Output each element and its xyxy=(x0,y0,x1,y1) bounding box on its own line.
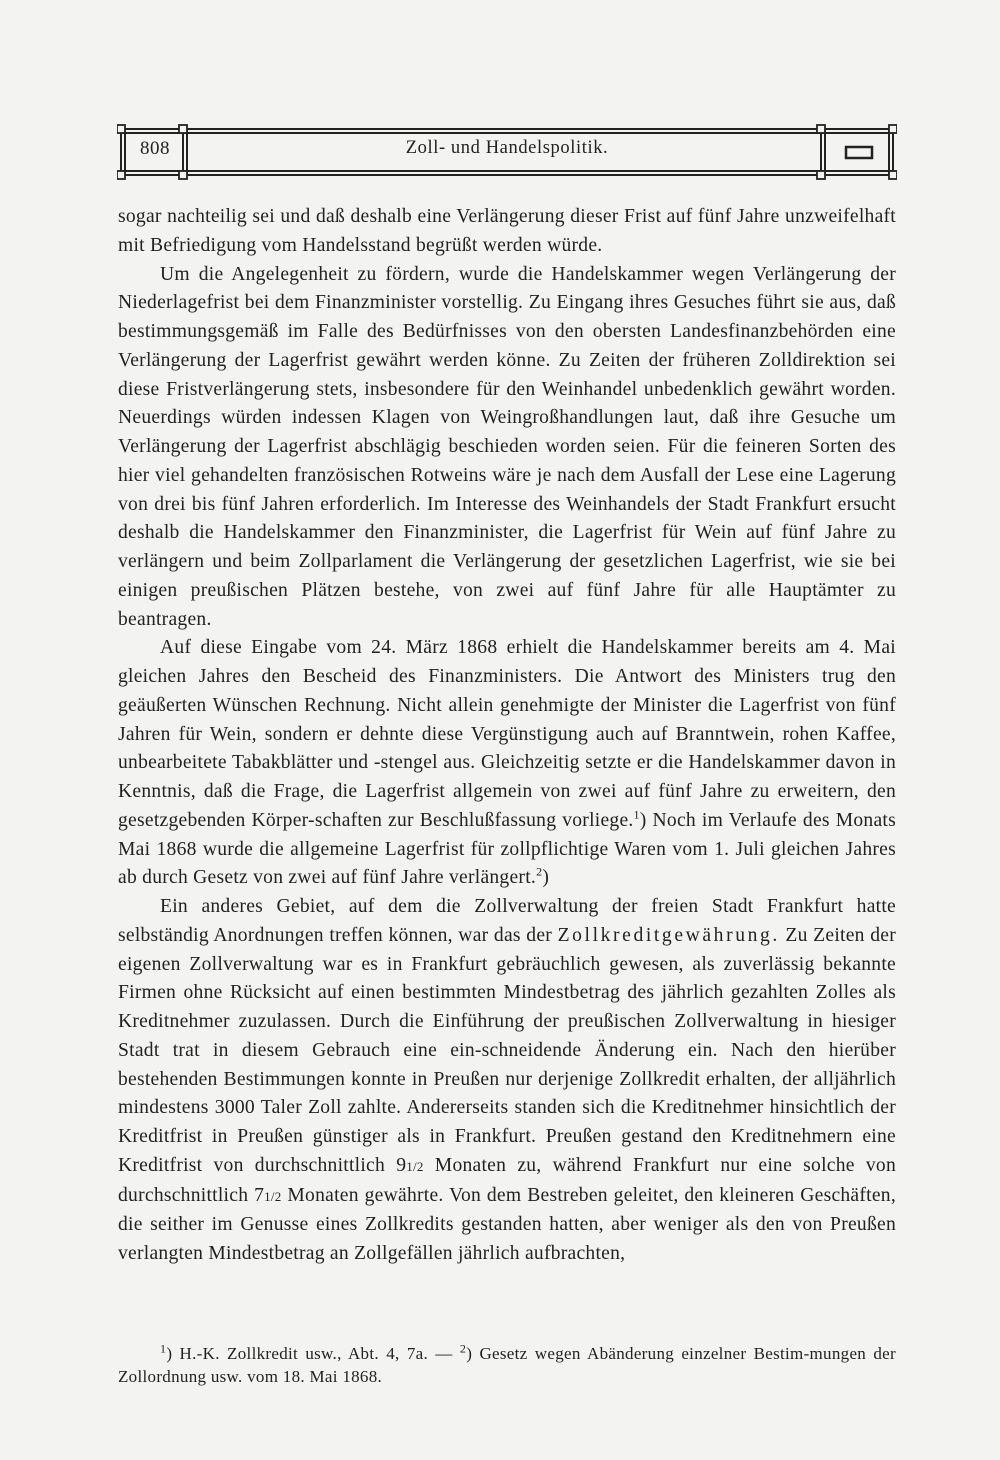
footnote-mark-1: 1 xyxy=(160,1341,167,1356)
emblem-icon xyxy=(846,147,872,158)
footnote-ref-1: 1 xyxy=(633,807,640,822)
body-text xyxy=(118,203,896,1269)
running-title: Zoll- und Handelspolitik. xyxy=(405,138,609,158)
footnote-mark-2: 2 xyxy=(459,1341,467,1356)
fraction: 1/2 xyxy=(264,1188,282,1204)
footnotes xyxy=(118,1342,896,1388)
emphasized-term: Zollkreditgewährung. xyxy=(557,924,780,946)
fraction: 1/2 xyxy=(406,1158,424,1174)
paragraph-4: Ein anderes Gebiet, auf dem die Zollverwaltung der freien Stadt Frankfurt hatte selbständig Anordnungen treffen können, war das der Zollkreditgewährung. Zu Zeiten der eigenen Zollverwaltung war es in Frankfurt gebräuchlich gewesen, als zuverlässig bekannte Firmen ohne Rücksicht auf einen bestimmten Mindestbetrag des jährlich gezahlten Zolles als Kreditnehmer zuzulassen. Durch die Einführung der preußischen Zollverwaltung in hiesiger Stadt trat in diesem Gebrauch eine ein-schneidende Änderung ein. Nach den hierüber bestehenden Bestimmungen konnte in Preußen nur derjenige Zollkredit erhalten, der alljährlich mindestens 3000 Taler Zoll zahlte. Andererseits standen sich die Kreditnehmer hinsichtlich der Kreditfrist in Preußen günstiger als in Frankfurt. Preußen gestand den Kreditnehmern eine Kreditfrist von durchschnittlich 91/2 Monaten zu, während Frankfurt nur eine solche von durchschnittlich 71/2 Monaten gewährte. Von dem Bestreben geleitet, den kleineren Geschäften, die seither im Genusse eines Zollkredits gestanden hatten, aber weniger als den von Preußen verlangten Mindestbetrag an Zollgefällen jährlich aufbrachten, xyxy=(118,896,897,1264)
paragraph-1: sogar nachteilig sei und daß deshalb eine Verlängerung dieser Frist auf fünf Jahre unzweifelhaft mit Befriedigung vom Handelsstand begrüßt werden würde. xyxy=(118,206,896,256)
footnote-1: ) H.-K. Zollkredit usw., Abt. 4, 7a. — xyxy=(166,1344,460,1363)
footnote-line xyxy=(118,1342,896,1388)
footnote-2: ) Gesetz wegen Abänderung einzelner Bestim-mungen der Zollordnung usw. vom 18. Mai 1868. xyxy=(118,1344,896,1386)
running-header xyxy=(117,123,897,181)
paragraph-3: Auf diese Eingabe vom 24. März 1868 erhielt die Handelskammer bereits am 4. Mai gleichen Jahres den Bescheid des Finanzministers. Die Antwort des Ministers trug den geäußerten Wünschen Rechnung. Nicht allein genehmigte der Minister die Lagerfrist von fünf Jahren für Wein, sondern er dehnte diese Vergünstigung auch auf Branntwein, rohen Kaffee, unbearbeitete Tabakblätter und -stengel aus. Gleichzeitig setzte er die Handelskammer davon in Kenntnis, daß die Frage, die Lagerfrist allgemein von zwei auf fünf Jahre zu erweitern, den gesetzgebenden Körper-schaften zur Beschlußfassung vorliege.$^1$) Noch im Verlaufe des Monats Mai 1868 wurde die allgemeine Lagerfrist für zollpflichtige Waren vom 1. Juli gleichen Jahres ab durch Gesetz von zwei auf fünf Jahre verlängert.$^2$) xyxy=(118,637,896,889)
footnote-ref-2: 2 xyxy=(536,864,543,879)
page-number: 808 xyxy=(140,138,170,159)
paragraph-2: Um die Angelegenheit zu fördern, wurde die Handelskammer wegen Verlängerung der Niederlagefrist bei dem Finanzminister vorstellig. Zu Eingang ihres Gesuches führt sie aus, daß bestimmungsgemäß im Falle des Bedürfnisses von den obersten Landesfinanzbehörden eine Verlängerung der Lagerfrist gewährt werden könne. Zu Zeiten der früheren Zolldirektion sei diese Fristverlängerung stets, insbesondere für den Weinhandel unbedenklich gewährt worden. Neuerdings würden indessen Klagen von Weingroßhandlungen laut, daß ihre Gesuche um Verlängerung der Lagerfrist abschlägig beschieden worden seien. Für die feineren Sorten des hier viel gehandelten französischen Rotweins wäre je nach dem Ausfall der Lese eine Lagerung von drei bis fünf Jahren erforderlich. Im Interesse des Weinhandels der Stadt Frankfurt ersucht deshalb die Handelskammer den Finanzminister, die Lagerfrist für Wein auf fünf Jahre zu verlängern und beim Zollparlament die Verlängerung der gesetzlichen Lagerfrist, wie sie bei einigen preußischen Plätzen bestehe, von zwei auf fünf Jahre für alle Hauptämter zu beantragen. xyxy=(118,263,896,630)
